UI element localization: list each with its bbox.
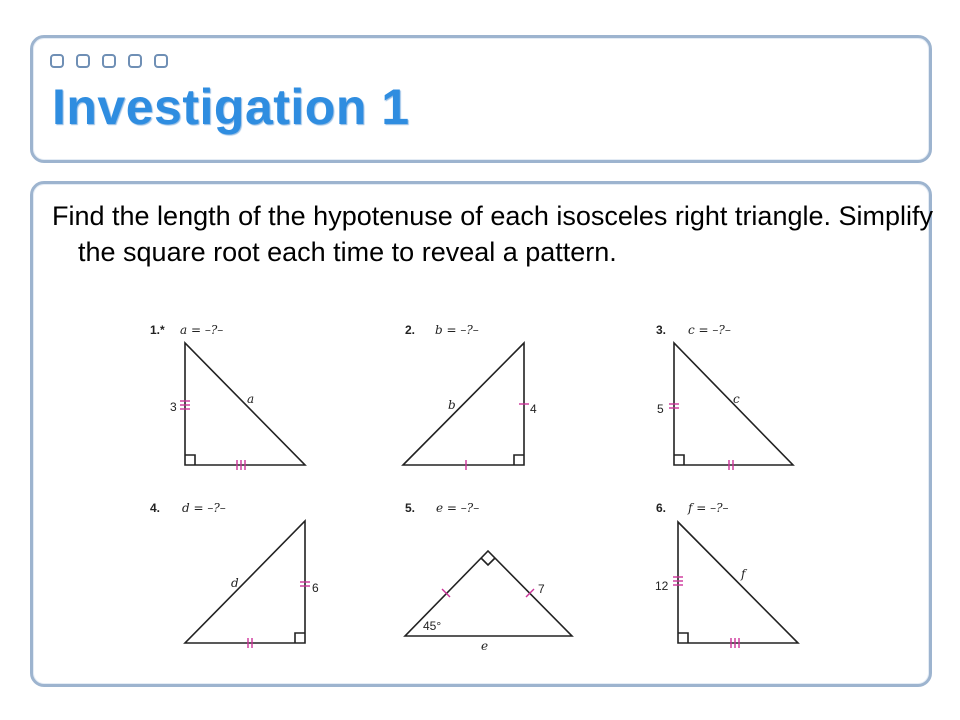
hypotenuse-label: f — [741, 567, 746, 581]
hypotenuse-label: b — [448, 398, 456, 412]
leg-label: 3 — [170, 400, 177, 414]
congruence-ticks — [180, 401, 739, 648]
right-angle-marker — [514, 455, 524, 465]
triangle-4 — [185, 521, 305, 643]
problem-question: f = –?– — [688, 501, 729, 515]
leg-label: 12 — [655, 579, 669, 593]
right-angle-marker — [185, 455, 195, 465]
hypotenuse-label: e — [481, 639, 489, 653]
problem-question: a = –?– — [180, 323, 224, 337]
right-angle-marker — [481, 558, 495, 565]
triangle-1 — [185, 343, 305, 465]
problem-number: 3. — [656, 323, 667, 337]
triangle-2 — [403, 343, 524, 465]
right-angle-marker — [295, 633, 305, 643]
slide-title: Investigation 1 — [52, 79, 410, 135]
problem-question: d = –?– — [182, 501, 226, 515]
triangle-6 — [678, 522, 798, 643]
problem-number: 6. — [656, 501, 667, 515]
problem-number: 1.* — [150, 323, 165, 337]
problem-question: e = –?– — [436, 501, 480, 515]
problem-number: 2. — [405, 323, 416, 337]
angle-label: 45° — [423, 619, 442, 633]
hypotenuse-label: c — [733, 392, 740, 406]
hypotenuse-label: d — [231, 576, 239, 590]
problem-question: c = –?– — [688, 323, 731, 337]
leg-label: 5 — [657, 402, 664, 416]
problem-number: 5. — [405, 501, 416, 515]
leg-label: 7 — [538, 582, 545, 596]
problem-question: b = –?– — [435, 323, 479, 337]
hypotenuse-label: a — [247, 392, 255, 406]
leg-label: 4 — [530, 402, 537, 416]
leg-label: 6 — [312, 581, 319, 595]
right-angle-marker — [674, 455, 684, 465]
right-angle-marker — [678, 633, 688, 643]
problem-number: 4. — [150, 501, 161, 515]
instructions-text: Find the length of the hypotenuse of each isosceles right triangle. Simplify the square root each time to reveal a pattern. — [52, 201, 934, 267]
